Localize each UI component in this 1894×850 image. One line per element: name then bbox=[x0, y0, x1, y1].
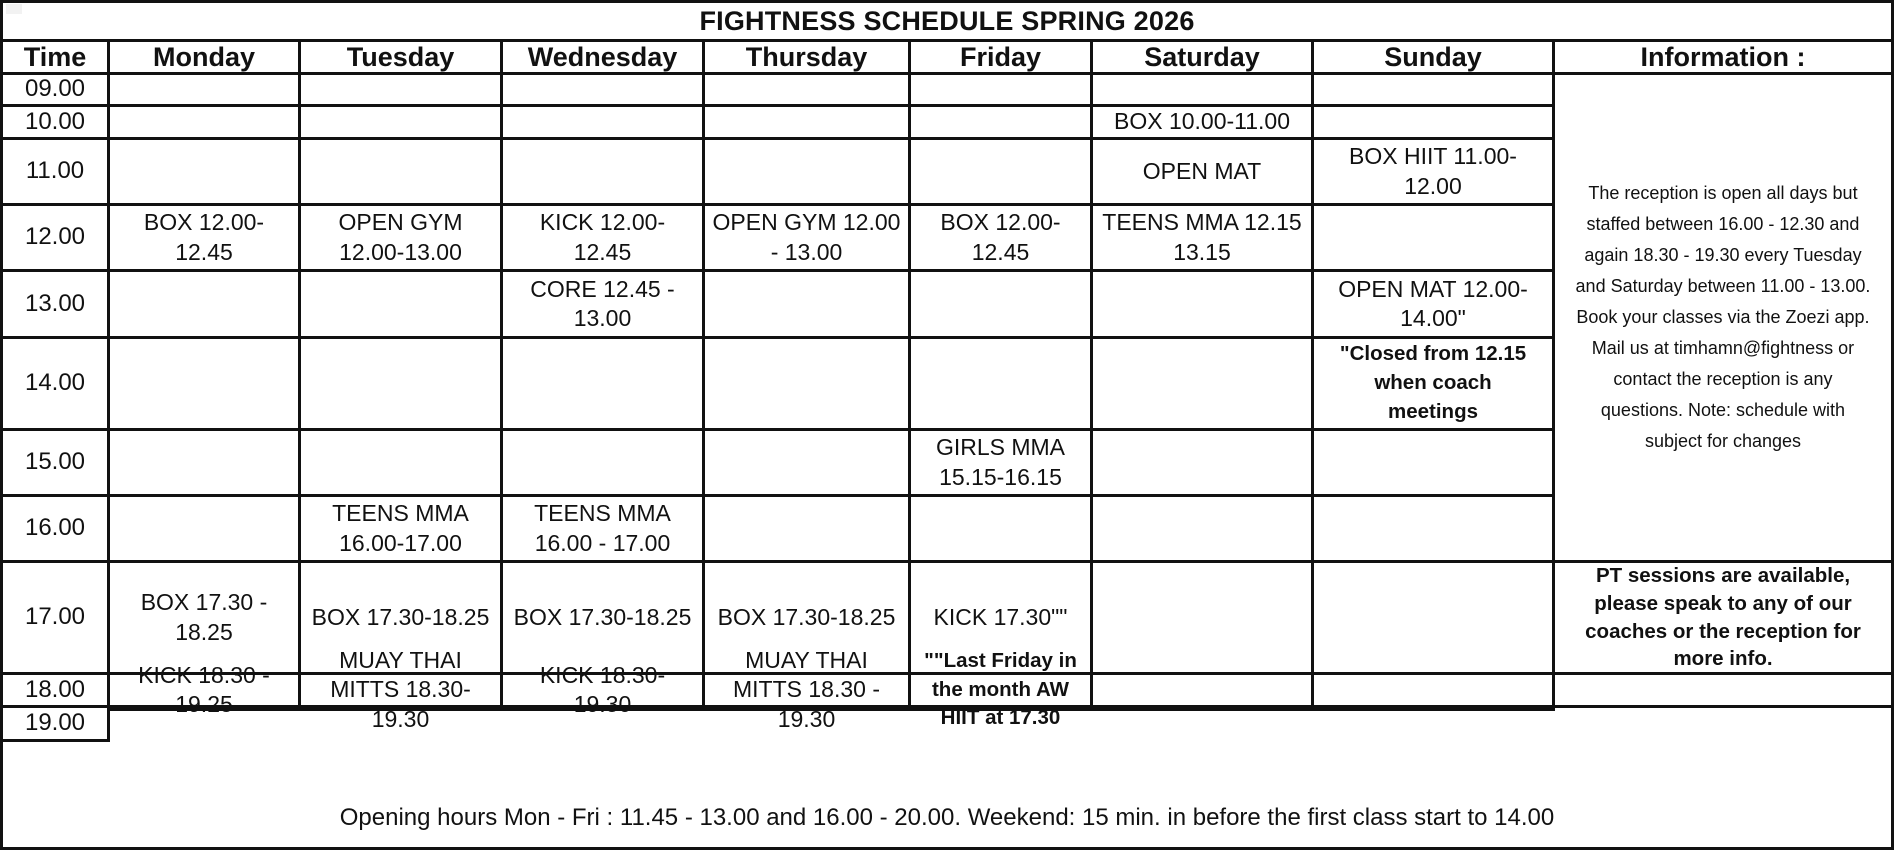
empty-slot-thursday-1600 bbox=[705, 497, 911, 563]
class-slot-wednesday-1300: CORE 12.45 - 13.00 bbox=[503, 272, 705, 339]
empty-slot-thursday-1900 bbox=[705, 708, 911, 711]
empty-slot-sunday-1200 bbox=[1314, 206, 1555, 272]
class-slot-sunday-1300: OPEN MAT 12.00- 14.00" bbox=[1314, 272, 1555, 339]
empty-slot-friday-1000 bbox=[911, 107, 1093, 140]
empty-slot-monday-1900 bbox=[110, 708, 301, 711]
header-monday: Monday bbox=[110, 42, 301, 75]
empty-slot-saturday-1600 bbox=[1093, 497, 1314, 563]
empty-slot-sunday-1700 bbox=[1314, 563, 1555, 675]
empty-slot-saturday-1700 bbox=[1093, 563, 1314, 675]
empty-slot-saturday-0900 bbox=[1093, 75, 1314, 107]
time-slot-1700: 17.00 bbox=[3, 563, 110, 675]
empty-slot-tuesday-1400 bbox=[301, 339, 503, 431]
header-time: Time bbox=[3, 42, 110, 75]
empty-slot-friday-1100 bbox=[911, 140, 1093, 206]
time-slot-1100: 11.00 bbox=[3, 140, 110, 206]
empty-slot-sunday-1000 bbox=[1314, 107, 1555, 140]
empty-slot-friday-1400 bbox=[911, 339, 1093, 431]
empty-slot-thursday-1500 bbox=[705, 431, 911, 497]
class-slot-tuesday-1800: MUAY THAI MITTS 18.30- 19.30 bbox=[301, 675, 503, 708]
time-slot-1800: 18.00 bbox=[3, 675, 110, 708]
class-slot-tuesday-1700: BOX 17.30-18.25 bbox=[301, 563, 503, 675]
empty-slot-saturday-1500 bbox=[1093, 431, 1314, 497]
empty-slot-monday-1100 bbox=[110, 140, 301, 206]
header-friday: Friday bbox=[911, 42, 1093, 75]
class-slot-thursday-1800: MUAY THAI MITTS 18.30 - 19.30 bbox=[705, 675, 911, 708]
empty-slot-tuesday-1900 bbox=[301, 708, 503, 711]
header-information: Information : bbox=[1555, 42, 1891, 75]
empty-slot-sunday-1500 bbox=[1314, 431, 1555, 497]
info-empty-row bbox=[1555, 675, 1891, 708]
empty-slot-friday-1900 bbox=[911, 708, 1093, 711]
empty-slot-wednesday-0900 bbox=[503, 75, 705, 107]
time-slot-1500: 15.00 bbox=[3, 431, 110, 497]
reception-info: The reception is open all days but staffed between 16.00 - 12.30 and again 18.30 - 19.30 every Tuesday and Saturday between 11.00 - 13.00. Book your classes via the Zoezi app. Mail us at timhamn@fightness or contact the reception is any questions. Note: schedule with subject for changes bbox=[1555, 75, 1891, 563]
empty-slot-monday-1300 bbox=[110, 272, 301, 339]
empty-slot-monday-1400 bbox=[110, 339, 301, 431]
empty-slot-friday-0900 bbox=[911, 75, 1093, 107]
empty-slot-friday-1600 bbox=[911, 497, 1093, 563]
class-slot-friday-1500: GIRLS MMA 15.15-16.15 bbox=[911, 431, 1093, 497]
time-slot-1300: 13.00 bbox=[3, 272, 110, 339]
empty-slot-sunday-1600 bbox=[1314, 497, 1555, 563]
class-slot-friday-1200: BOX 12.00- 12.45 bbox=[911, 206, 1093, 272]
pt-sessions-info: PT sessions are available, please speak to any of our coaches or the reception for more info. bbox=[1555, 563, 1891, 675]
time-slot-1600: 16.00 bbox=[3, 497, 110, 563]
class-slot-monday-1700: BOX 17.30 - 18.25 bbox=[110, 563, 301, 675]
empty-slot-wednesday-1100 bbox=[503, 140, 705, 206]
class-slot-friday-1800: ""Last Friday in the month AW HIIT at 17.30 bbox=[911, 675, 1093, 708]
class-slot-sunday-1100: BOX HIIT 11.00- 12.00 bbox=[1314, 140, 1555, 206]
time-slot-1000: 10.00 bbox=[3, 107, 110, 140]
empty-slot-monday-1500 bbox=[110, 431, 301, 497]
empty-slot-tuesday-1500 bbox=[301, 431, 503, 497]
empty-slot-saturday-1300 bbox=[1093, 272, 1314, 339]
empty-slot-sunday-1900 bbox=[1314, 708, 1555, 711]
class-slot-thursday-1200: OPEN GYM 12.00 - 13.00 bbox=[705, 206, 911, 272]
empty-slot-wednesday-1900 bbox=[503, 708, 705, 711]
empty-slot-wednesday-1400 bbox=[503, 339, 705, 431]
class-slot-saturday-1100: OPEN MAT bbox=[1093, 140, 1314, 206]
class-slot-friday-1700: KICK 17.30"" bbox=[911, 563, 1093, 675]
opening-hours-footer: Opening hours Mon - Fri : 11.45 - 13.00 and 16.00 - 20.00. Weekend: 15 min. in before the first class start to 14.00 bbox=[339, 803, 1555, 831]
time-slot-1900: 19.00 bbox=[3, 708, 110, 742]
empty-slot-thursday-0900 bbox=[705, 75, 911, 107]
empty-slot-thursday-1000 bbox=[705, 107, 911, 140]
empty-slot-friday-1300 bbox=[911, 272, 1093, 339]
class-slot-wednesday-1800: KICK 18.30- 19.30 bbox=[503, 675, 705, 708]
empty-slot-thursday-1300 bbox=[705, 272, 911, 339]
class-slot-tuesday-1600: TEENS MMA 16.00-17.00 bbox=[301, 497, 503, 563]
class-slot-wednesday-1600: TEENS MMA 16.00 - 17.00 bbox=[503, 497, 705, 563]
class-slot-wednesday-1200: KICK 12.00- 12.45 bbox=[503, 206, 705, 272]
empty-slot-saturday-1400 bbox=[1093, 339, 1314, 431]
empty-slot-tuesday-1300 bbox=[301, 272, 503, 339]
empty-slot-monday-1000 bbox=[110, 107, 301, 140]
class-slot-monday-1200: BOX 12.00- 12.45 bbox=[110, 206, 301, 272]
class-slot-thursday-1700: BOX 17.30-18.25 bbox=[705, 563, 911, 675]
time-slot-1200: 12.00 bbox=[3, 206, 110, 272]
empty-slot-tuesday-0900 bbox=[301, 75, 503, 107]
empty-slot-monday-0900 bbox=[110, 75, 301, 107]
header-thursday: Thursday bbox=[705, 42, 911, 75]
time-slot-1400: 14.00 bbox=[3, 339, 110, 431]
class-slot-saturday-1000: BOX 10.00-11.00 bbox=[1093, 107, 1314, 140]
schedule-title: FIGHTNESS SCHEDULE SPRING 2026 bbox=[699, 5, 1195, 36]
empty-slot-thursday-1100 bbox=[705, 140, 911, 206]
empty-slot-wednesday-1500 bbox=[503, 431, 705, 497]
time-slot-0900: 09.00 bbox=[3, 75, 110, 107]
class-slot-tuesday-1200: OPEN GYM 12.00-13.00 bbox=[301, 206, 503, 272]
empty-slot-tuesday-1100 bbox=[301, 140, 503, 206]
empty-slot-monday-1600 bbox=[110, 497, 301, 563]
empty-slot-tuesday-1000 bbox=[301, 107, 503, 140]
header-tuesday: Tuesday bbox=[301, 42, 503, 75]
class-slot-wednesday-1700: BOX 17.30-18.25 bbox=[503, 563, 705, 675]
class-slot-monday-1800: KICK 18.30 - 19.25 bbox=[110, 675, 301, 708]
class-slot-saturday-1200: TEENS MMA 12.15 13.15 bbox=[1093, 206, 1314, 272]
empty-slot-saturday-1800 bbox=[1093, 675, 1314, 708]
empty-slot-sunday-1800 bbox=[1314, 675, 1555, 708]
schedule-grid bbox=[3, 39, 1891, 788]
empty-slot-thursday-1400 bbox=[705, 339, 911, 431]
empty-slot-wednesday-1000 bbox=[503, 107, 705, 140]
class-slot-sunday-1400: "Closed from 12.15 when coach meetings bbox=[1314, 339, 1555, 431]
header-saturday: Saturday bbox=[1093, 42, 1314, 75]
header-wednesday: Wednesday bbox=[503, 42, 705, 75]
empty-slot-sunday-0900 bbox=[1314, 75, 1555, 107]
header-sunday: Sunday bbox=[1314, 42, 1555, 75]
empty-slot-saturday-1900 bbox=[1093, 708, 1314, 711]
